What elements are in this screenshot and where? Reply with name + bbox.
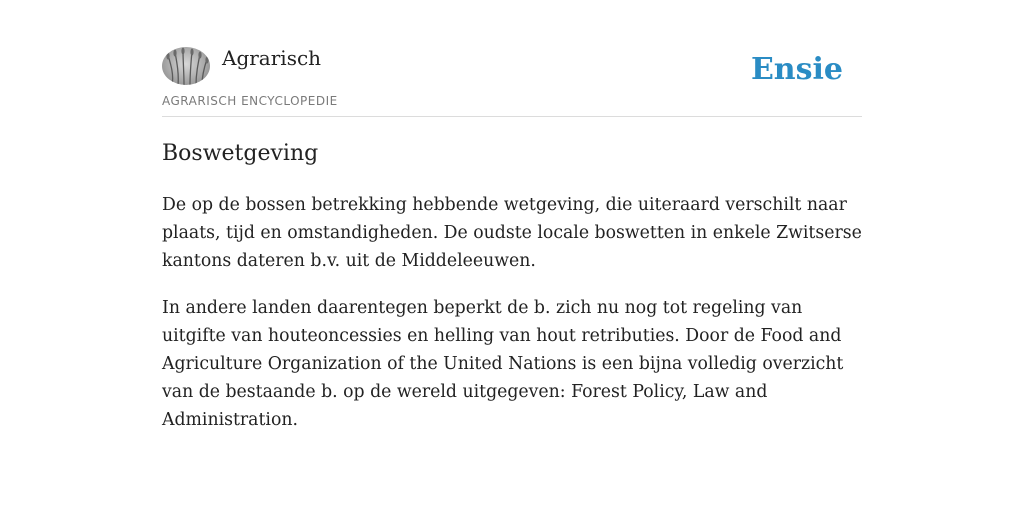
site-header <box>162 44 862 117</box>
article <box>162 138 862 453</box>
source-name[interactable]: Agrarisch <box>222 46 322 70</box>
article-paragraph: In andere landen daarentegen beperkt de b. zich nu nog tot regeling van uitgifte van houteoncessies en helling van hout retributies. Door de Food and Agriculture Organization of the United Nations is een bijna volledig overzicht van de bestaande b. op de wereld uitgegeven: Forest Policy, Law and Administration. <box>162 298 844 430</box>
article-title: Boswetgeving <box>162 141 319 166</box>
article-paragraph: De op de bossen betrekking hebbende wetgeving, die uiteraard verschilt naar plaats, tijd en omstandigheden. De oudste locale boswetten in enkele Zwitserse kantons dateren b.v. uit de Middeleeuwen. <box>162 195 862 271</box>
brand-logo-link[interactable]: Ensie <box>750 52 843 87</box>
source-subtitle[interactable]: AGRARISCH ENCYCLOPEDIE <box>162 94 338 108</box>
wheat-field-logo-icon[interactable] <box>162 47 210 85</box>
